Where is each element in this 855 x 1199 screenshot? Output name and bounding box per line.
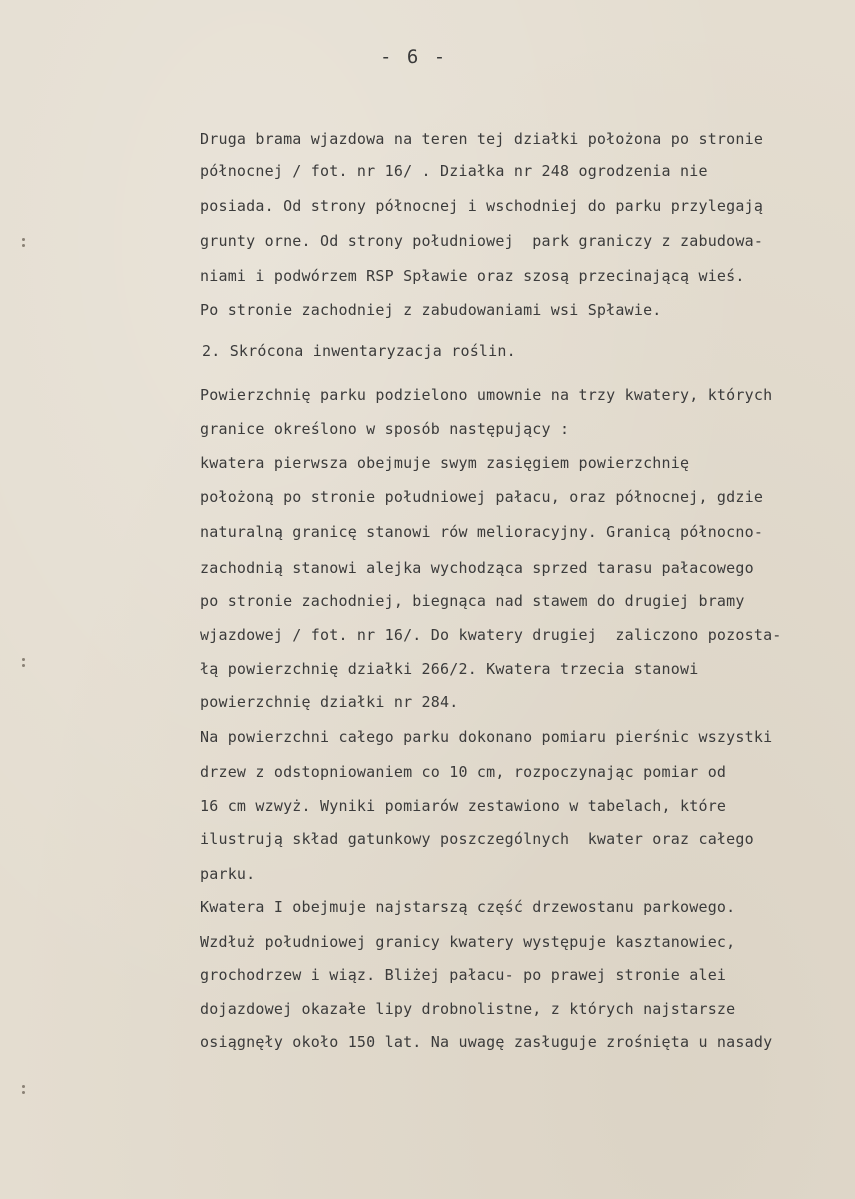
text-line: drzew z odstopniowaniem co 10 cm, rozpoczynając pomiar od xyxy=(200,763,727,781)
text-line: naturalną granicę stanowi rów melioracyjny. Granicą północno- xyxy=(200,523,764,541)
text-line: posiada. Od strony północnej i wschodniej do parku przylegają xyxy=(200,197,764,215)
text-line: osiągnęły około 150 lat. Na uwagę zasługuje zrośnięta u nasady xyxy=(200,1033,773,1051)
text-line: niami i podwórzem RSP Spławie oraz szosą przecinającą wieś. xyxy=(200,267,745,285)
text-line: Powierzchnię parku podzielono umownie na trzy kwatery, których xyxy=(200,386,773,404)
text-line: łą powierzchnię działki 266/2. Kwatera trzecia stanowi xyxy=(200,660,699,678)
text-line: granice określono w sposób następujący : xyxy=(200,420,570,438)
text-line: po stronie zachodniej, biegnąca nad stawem do drugiej bramy xyxy=(200,592,745,610)
text-line: grunty orne. Od strony południowej park graniczy z zabudowa- xyxy=(200,232,764,250)
binder-hole-mark xyxy=(22,244,25,247)
text-line: ilustrują skład gatunkowy poszczególnych kwater oraz całego xyxy=(200,830,754,848)
page-number: - 6 - xyxy=(380,46,448,68)
text-line: Na powierzchni całego parku dokonano pomiaru pierśnic wszystki xyxy=(200,728,773,746)
text-line: powierzchnię działki nr 284. xyxy=(200,693,459,711)
binder-hole-mark xyxy=(22,658,25,661)
binder-hole-mark xyxy=(22,1085,25,1088)
text-line: kwatera pierwsza obejmuje swym zasięgiem powierzchnię xyxy=(200,454,690,472)
text-line: wjazdowej / fot. nr 16/. Do kwatery drugiej zaliczono pozosta- xyxy=(200,626,782,644)
text-line: grochodrzew i wiąz. Bliżej pałacu- po prawej stronie alei xyxy=(200,966,727,984)
text-line: zachodnią stanowi alejka wychodząca sprzed tarasu pałacowego xyxy=(200,559,754,577)
section-heading: 2. Skrócona inwentaryzacja roślin. xyxy=(202,342,516,360)
text-line: północnej / fot. nr 16/ . Działka nr 248 ogrodzenia nie xyxy=(200,162,708,180)
text-line: Druga brama wjazdowa na teren tej działki położona po stronie xyxy=(200,130,764,148)
text-line: Kwatera I obejmuje najstarszą część drzewostanu parkowego. xyxy=(200,898,736,916)
text-line: Wzdłuż południowej granicy kwatery występuje kasztanowiec, xyxy=(200,933,736,951)
binder-hole-mark xyxy=(22,1091,25,1094)
binder-hole-mark xyxy=(22,664,25,667)
text-line: położoną po stronie południowej pałacu, oraz północnej, gdzie xyxy=(200,488,764,506)
text-line: parku. xyxy=(200,865,256,883)
text-line: dojazdowej okazałe lipy drobnolistne, z których najstarsze xyxy=(200,1000,736,1018)
text-line: Po stronie zachodniej z zabudowaniami wsi Spławie. xyxy=(200,301,662,319)
text-line: 16 cm wzwyż. Wyniki pomiarów zestawiono w tabelach, które xyxy=(200,797,727,815)
binder-hole-mark xyxy=(22,238,25,241)
